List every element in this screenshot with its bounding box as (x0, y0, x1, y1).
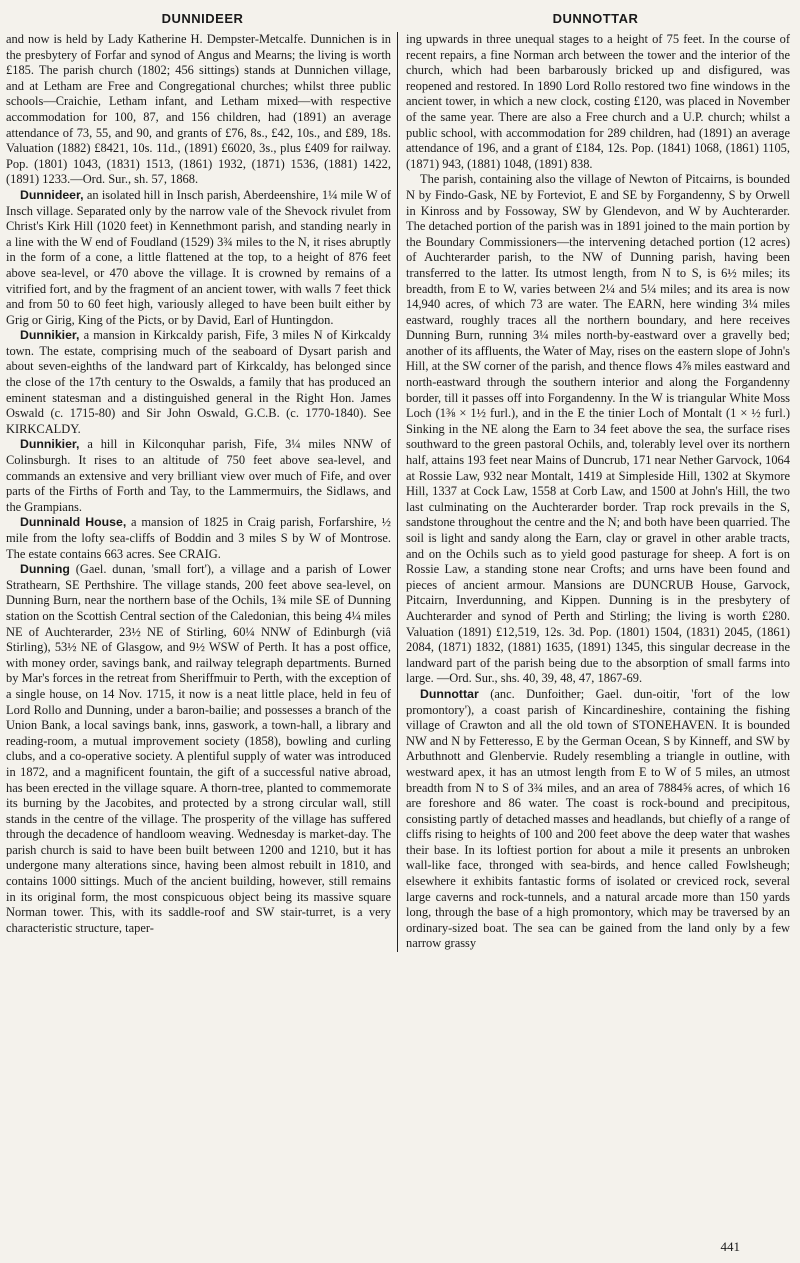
running-head (6, 4, 792, 32)
page-number: 441 (720, 1239, 740, 1254)
left-column (6, 32, 398, 952)
gazetteer-entry (6, 188, 391, 328)
entry-headword: Dunnideer, (20, 187, 84, 202)
gazetteer-entry (6, 437, 391, 515)
entry-text: a mansion in Kirkcaldy parish, Fife, 3 miles N of Kirkcaldy town. The estate, comprising much of the seaboard of Dysart parish and about seven-eighths of the landward part of Kirkcaldy, has belonged since the close of the 17th century to the Oswalds, a family that has produced an eminent statesman and a distinguished general in the Right Hon. James Oswald (c. 1715-80) and Sir John Oswald, G.C.B. (c. 1770-1840). See KIRKCALDY. (6, 328, 391, 436)
running-head-right: DUNNOTTAR (552, 10, 639, 26)
entry-text: a mansion of 1825 in Craig parish, Forfarshire, ½ mile from the lofty sea-cliffs of Boddin and 3 miles S by W of Montrose. The estate contains 663 acres. See CRAIG. (6, 515, 391, 561)
entry-headword: Dunnottar (420, 686, 479, 701)
continued-paragraph (6, 32, 391, 188)
entry-text: (Gael. dunan, 'small fort'), a village and a parish of Lower Strathearn, SE Perthshire. The village stands, 200 feet above sea-level, on Dunning Burn, near the northern base of the Ochils, 1¾ mile SE of Dunning station on the Scottish Central section of the Caledonian, this being 4¼ miles NE of Auchterarder, 23½ NE of Stirling, 60¼ NNW of Edinburgh (viâ Stirling), 53½ NE of Glasgow, and 9½ WSW of Perth. It has a post office, with money order, savings bank, and railway telegraph departments. Burned by Mar's forces in the retreat from Sheriffmuir to Perth, with the exception of a single house, on 14 Nov. 1715, it now is a neat little place, held in feu of Lord Rollo and Dunning, under a baron-bailie; and possesses a branch of the Union Bank, a local savings bank, inns, gaswork, a town-hall, a library and reading-room, a mutual improvement society (1858), bowling and curling clubs, and a co-operative society. A plentiful supply of water was introduced in 1872, and a magnificent fountain, the gift of a successful native abroad, has been erected in the village square. A thorn-tree, planted to commemorate its burning by the Jacobites, and protected by a strong circular wall, still stands in the centre of the village. The prosperity of the village has suffered through the decadence of handloom weaving. Wednesday is market-day. The parish church is said to have been built between 1200 and 1210, but it has undergone many alterations since, having been almost rebuilt in 1810, and contains 1000 sittings. Much of the ancient building, however, still remains in its original form, the most conspicuous object being its massive square Norman tower. This, with its saddle-roof and SW stair-turret, is a very characteristic structure, taper- (6, 562, 391, 935)
right-column (398, 32, 790, 952)
continued-paragraph (406, 32, 790, 172)
gazetteer-entry (6, 328, 391, 437)
gazetteer-entry (6, 515, 391, 562)
running-head-left: DUNNIDEER (161, 10, 244, 26)
entry-headword: Dunninald House, (20, 515, 127, 530)
entry-text: (anc. Dunfoither; Gael. dun-oitir, 'fort of the low promontory'), a coast parish of Kincardineshire, containing the fishing village of Crawton and all the old town of STONEHAVEN. It is bounded NW and N by Fetteresso, E by the German Ocean, S by Kinneff, and SW by Arbuthnott and Glenbervie. Rudely resembling a triangle in outline, with westward apex, it has an utmost length from E to W of 5 miles, an utmost breadth from N to S of 3¾ miles, and an area of 7884⅝ acres, of which 16 are foreshore and 86 water. The coast is rock-bound and precipitous, consisting partly of detached masses and headlands, but chiefly of a range of cliffs rising to heights of 100 and 200 feet above the deep water that washes their base. In its loftiest portion for about a mile it presents an unbroken wall-like face, thronged with sea-birds, and hence called Fowlsheugh; elsewhere it exhibits fantastic forms of isolated or creviced rock, several large caverns and rock-tunnels, and a natural arcade more than 150 yards long, through the base of a high promontory, which may be traversed by an ordinary-sized boat. The sea can be gained from the land only by a few narrow grassy (406, 686, 790, 951)
text-columns (6, 32, 792, 952)
entry-headword: Dunnikier, (20, 328, 80, 343)
entry-text: an isolated hill in Insch parish, Aberdeenshire, 1¼ mile W of Insch village. Separated only by the narrow vale of the Shevock rivulet from Christ's Kirk Hill (1020 feet) in Kennethmont parish, and standing nearly in a line with the W end of Foudland (1529) 3¾ miles to the N, it rises abruptly in the form of a cone, a little flattened at the top, to a height of 876 feet above sea-level, or 470 above the village. It is crowned by remains of a vitrified fort, and by the fragment of an ancient tower, with walls 7 feet thick and from 50 to 60 feet high, variously alleged to have been built either by Grig or Girig, King of the Picts, or by David, Earl of Huntingdon. (6, 187, 391, 327)
gazetteer-entry (406, 172, 790, 687)
entry-text: and now is held by Lady Katherine H. Dempster-Metcalfe. Dunnichen is in the presbytery of Forfar and synod of Angus and Mearns; the living is worth £185. The parish church (1802; 456 sittings) stands at Dunnichen village, and at Letham are Free and Congregational churches; whilst three public schools—Craichie, Letham infant, and Letham mixed—with respective accommodation for 100, 87, and 156 children, had (1891) an average attendance of 73, 55, and 90, and grants of £76, 8s., £42, 10s., and £89, 18s. Valuation (1882) £8421, 10s. 11d., (1891) £6020, 3s., plus £409 for railway. Pop. (1801) 1043, (1831) 1513, (1861) 1932, (1871) 1536, (1881) 1422, (1891) 1233.—Ord. Sur., sh. 57, 1868. (6, 32, 391, 187)
entry-text: The parish, containing also the village of Newton of Pitcairns, is bounded N by Findo-Gask, NE by Forteviot, E and SE by Forgandenny, S by Orwell in Kinross and by Fossoway, SW by Glendevon, and W by Auchterarder. The detached portion of the parish was in 1891 joined to the main portion by the Boundary Commissioners—the intervening detached portion (12 acres) of Auchterarder parish, to the NW of Dunning parish, having been transferred to the latter. Its utmost length, from N to S, is 6½ miles; its breadth, from E to W, varies between 2¼ and 5¼ miles; and its area is now 14,940 acres, of which 73 are water. The EARN, here winding 3¼ miles eastward, roughly traces all the northern boundary, and here receives Dunning Burn, running 3¼ miles north-by-eastward over a gravelly bed; another of its affluents, the Water of May, rises on the eastern slope of John's Hill, at the SW corner of the parish, and thence flows 4⅞ miles eastward and north-eastward through the southern interior and along the Forgandenny border, till it passes off into Forgandenny. In the W is triangular White Moss Loch (1⅜ × 1½ furl.), and in the E the tinier Loch of Montalt (1 × ½ furl.) Sinking in the NE along the Earn to 34 feet above the sea, the surface rises southward to the green pastoral Ochils, and, tolerably level over its northern half, attains 193 feet near Mains of Duncrub, 171 near Nether Garvock, 1064 at Rossie Law, 932 near Montalt, 1419 at Simpleside Hill, 1302 at Skymore Hill, 1337 at Cock Law, 1558 at Corb Law, and 1500 at John's Hill, the two last culminating on the Auchterarder border. Trap rock prevails in the S, sandstone throughout the centre and the N; and both have been quarried. The soil is light and sandy along the Earn, clay or gravel in other arable tracts, and on the Ochils such as to yield good pasturage for sheep. A fort is on Rossie Law, a standing stone near Crofts; and urns have been found and pieces of ancient armour. Mansions are DUNCRUB House, Garvock, Pitcairn, Inverdunning, and Kippen. Dunning is in the presbytery of Auchterarder and synod of Perth and Stirling; the living is worth £280. Valuation (1891) £12,519, 12s. 3d. Pop. (1801) 1504, (1831) 2045, (1861) 2084, (1871) 1832, (1881) 1635, (1891) 1345, this singular decrease in the landward part of the parish being due to the absorption of small farms into large. —Ord. Sur., shs. 40, 39, 48, 47, 1867-69. (406, 172, 790, 686)
gazetteer-entry (6, 562, 391, 936)
entry-headword: Dunning (20, 562, 70, 577)
gazetteer-entry (406, 687, 790, 952)
entry-text: ing upwards in three unequal stages to a height of 75 feet. In the course of recent repairs, a fine Norman arch between the tower and the interior of the church, which had been barbarously bricked up and disfigured, was reopened and restored. In 1890 Lord Rollo restored two fine windows in the ancient tower, in which a new clock, costing £120, was placed in November of the same year. There are also a Free church and a U.P. church; whilst a public school, with accommodation for 289 children, had (1891) an average attendance of 196, and a grant of £184, 12s. Pop. (1841) 1068, (1861) 1105, (1871) 943, (1881) 1048, (1891) 838. (406, 32, 790, 171)
entry-headword: Dunnikier, (20, 437, 80, 452)
entry-text: a hill in Kilconquhar parish, Fife, 3¼ miles NNW of Colinsburgh. It rises to an altitude of 750 feet above sea-level, and commands an extensive and very brilliant view over much of Fife, and over parts of the Firths of Forth and Tay, to the Lammermuirs, the Sidlaws, and the Grampians. (6, 437, 391, 514)
